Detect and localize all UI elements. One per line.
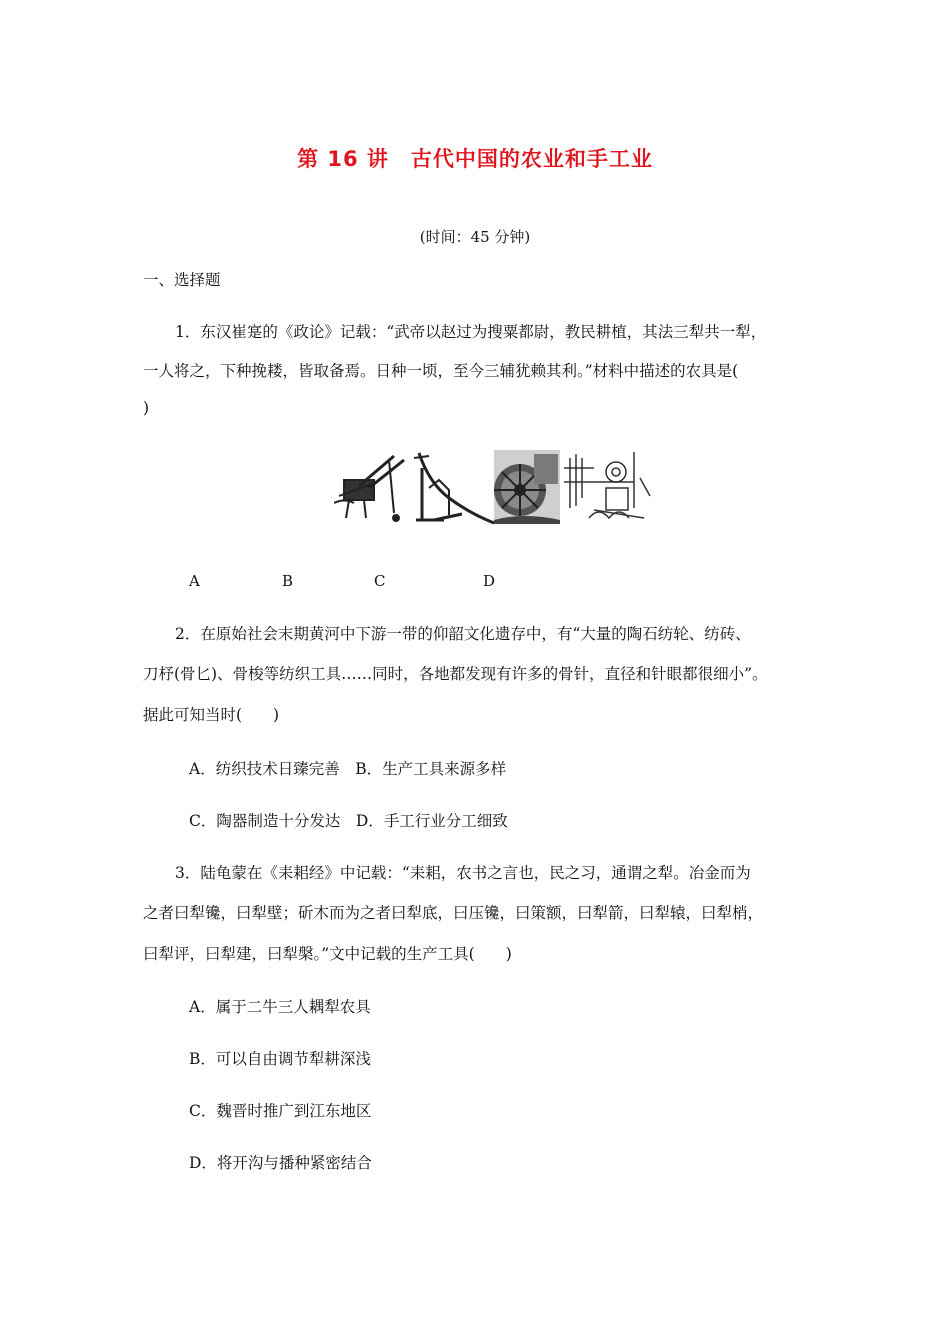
q2-line-2: 刀杼(骨匕)、骨梭等纺织工具……同时，各地都发现有许多的骨针，直径和针眼都很细小”。 [143,665,768,683]
q2-option-row-1: A．纺织技术日臻完善 B．生产工具来源多样 [189,760,507,778]
water-wheel-image [494,450,560,524]
q3-option-a: A．属于二牛三人耦犁农具 [189,998,371,1016]
image-label-a: A [189,572,200,590]
q3-line-2: 之者曰犁镵，曰犁壁；斫木而为之者曰犁底，曰压镵，曰策额，曰犁箭，曰犁辕，曰犁梢， [143,904,764,922]
q1-line-2: 一人将之，下种挽耧，皆取备焉。日种一顷，至今三辅犹赖其利。”材料中描述的农具是( [143,362,739,380]
q3-option-d: D．将开沟与播种紧密结合 [189,1154,372,1172]
q3-line-3: 曰犁评，曰犁建，曰犁槃。”文中记载的生产工具( ) [143,945,512,963]
q2-line-1: 2．在原始社会末期黄河中下游一带的仰韶文化遗存中，有“大量的陶石纺轮、纺砖、 [175,625,751,643]
q2-line-3: 据此可知当时( ) [143,706,280,724]
q3-line-1: 3．陆龟蒙在《耒耜经》中记载：“耒耜，农书之言也，民之习，通谓之犁。冶金而为 [175,864,751,882]
page-title: 第 16 讲 古代中国的农业和手工业 [297,147,653,171]
irrigation-device-image [564,452,650,518]
q1-line-3: ) [143,399,150,417]
section-heading: 一、选择题 [143,271,221,289]
seed-drill-image [334,456,404,521]
q2-option-row-2: C．陶器制造十分发达 D．手工行业分工细致 [189,812,508,830]
farm-tools-figure [334,448,652,526]
q3-option-c: C．魏晋时推广到江东地区 [189,1102,372,1120]
q3-option-b: B．可以自由调节犁耕深浅 [189,1050,371,1068]
image-label-d: D [483,572,496,590]
curved-plough-image [414,453,494,523]
image-label-b: B [282,572,294,590]
q1-line-1: 1．东汉崔寔的《政论》记载：“武帝以赵过为搜粟都尉，教民耕植，其法三犁共一犁， [175,323,767,341]
time-note: (时间：45 分钟) [419,228,531,246]
image-label-c: C [374,572,386,590]
